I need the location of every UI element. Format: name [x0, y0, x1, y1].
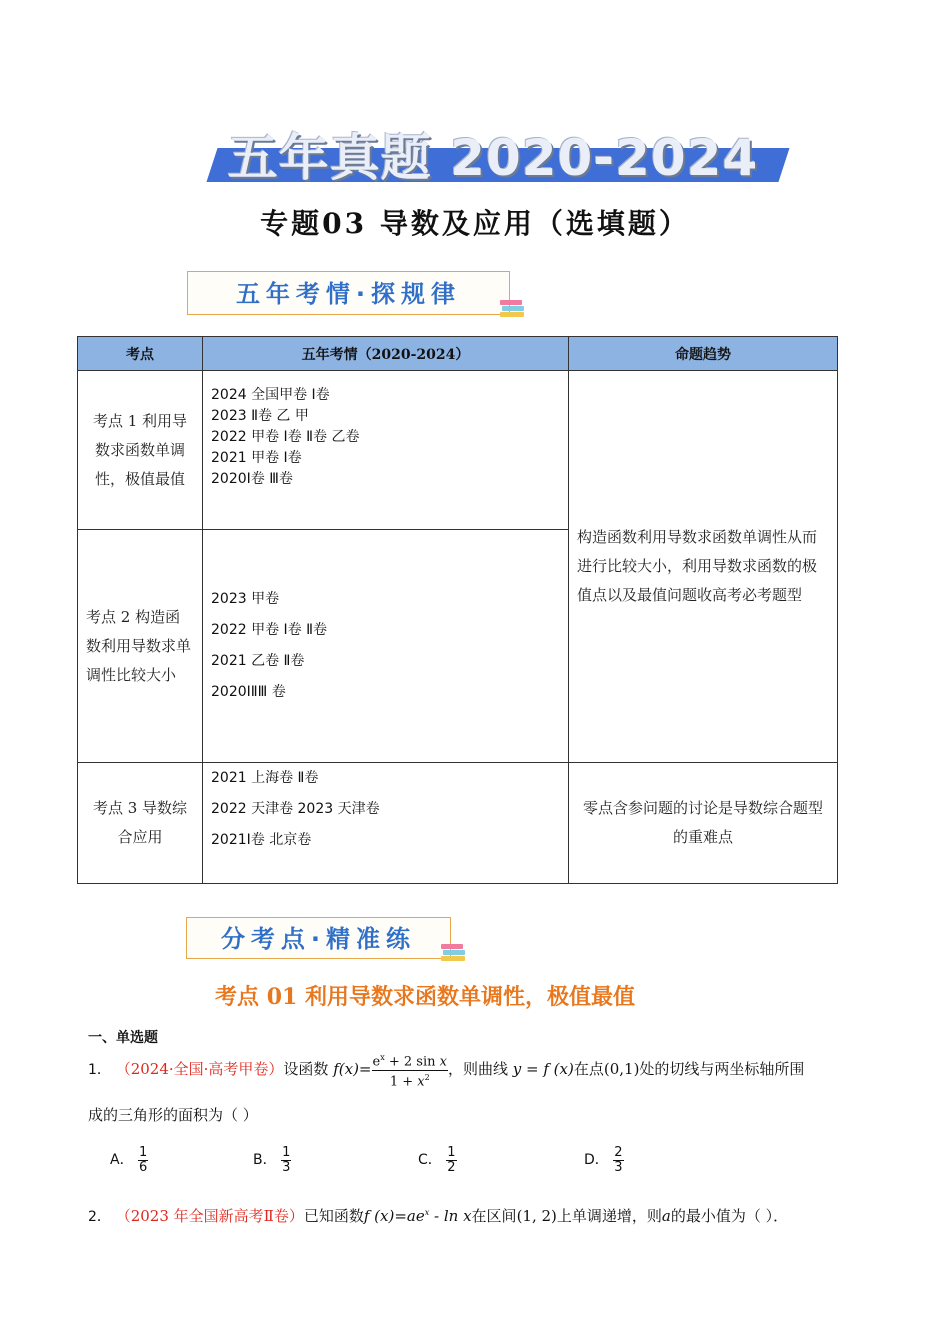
- section-tag-exam-analysis: 五年考情·探规律: [187, 271, 510, 315]
- question-source: （2024·全国·高考甲卷）: [115, 1060, 284, 1078]
- option-fraction: $\frac{2}{3}$: [614, 1144, 623, 1175]
- option-label: A．: [110, 1152, 134, 1168]
- option-label: C．: [418, 1152, 442, 1168]
- option-fraction: $\frac{1}{2}$: [447, 1144, 456, 1175]
- page-subtitle: 专题03 导数及应用（选填题）: [260, 207, 690, 240]
- table-row: [78, 763, 838, 884]
- year-line: 2022 天津卷 2023 天津卷: [211, 801, 380, 817]
- year-line: 2023 Ⅱ卷 乙 甲: [211, 408, 309, 424]
- topic-cell: 考点 2 构造函数利用导数求单调性比较大小: [78, 530, 203, 763]
- year-line: 2021 甲卷 Ⅰ卷: [211, 450, 302, 466]
- question-number: 1．: [88, 1062, 111, 1078]
- trend-cell: 构造函数利用导数求函数单调性从而进行比较大小，利用导数求函数的极值点以及最值问题收高考必考题型: [569, 371, 838, 763]
- question-text: 已知函数: [303, 1207, 364, 1225]
- year-line: 2021 上海卷 Ⅱ卷: [211, 770, 319, 786]
- year-line: 2020ⅠⅡⅢ 卷: [211, 684, 286, 700]
- year-line: 2023 甲卷: [211, 591, 280, 607]
- option-label: B．: [253, 1152, 277, 1168]
- years-cell: [203, 530, 569, 763]
- question-1-line2: 成的三角形的面积为（ ）: [88, 1106, 258, 1124]
- option-c[interactable]: [418, 1140, 457, 1180]
- question-number: 2．: [88, 1209, 111, 1225]
- formula-f: f $(x)=ae^x - \ln x$: [363, 1207, 472, 1225]
- formula-curve: y = f (x): [512, 1060, 574, 1078]
- header-trend: 命题趋势: [569, 337, 838, 371]
- formula-f: f(x)=: [333, 1060, 372, 1078]
- years-cell: [203, 763, 569, 884]
- formula-interval: (1, 2): [516, 1207, 557, 1225]
- banner-title: 五年真题 2020-2024: [227, 129, 759, 187]
- years-cell: [203, 371, 569, 530]
- title-banner: [198, 118, 788, 187]
- table-row: [78, 371, 838, 530]
- question-1: [88, 1046, 868, 1092]
- option-fraction: $\frac{1}{3}$: [282, 1144, 291, 1175]
- question-2: [88, 1198, 878, 1228]
- books-icon: [500, 300, 526, 322]
- question-text: 在区间: [471, 1207, 517, 1225]
- section-tag-practice: 分考点·精准练: [186, 917, 451, 959]
- question-source: （2023 年全国新高考Ⅱ卷）: [115, 1207, 304, 1225]
- exam-trend-table: [77, 336, 838, 884]
- option-a[interactable]: [110, 1140, 148, 1180]
- year-line: 2022 甲卷 Ⅰ卷 Ⅱ卷: [211, 622, 327, 638]
- header-years: 五年考情（2020-2024）: [203, 337, 569, 371]
- option-d[interactable]: [584, 1140, 624, 1180]
- question-text: 在点: [573, 1060, 604, 1078]
- topic-cell: 考点 1 利用导数求函数单调性，极值最值: [78, 371, 203, 530]
- question-text: ，则曲线: [447, 1060, 508, 1078]
- table-header-row: [78, 337, 838, 371]
- formula-point: (0,1): [603, 1060, 640, 1078]
- question-text: 的最小值为（ ）．: [670, 1207, 789, 1225]
- formula-fraction: $\frac{e^x + 2 \sin x}{1 + x^2}$: [372, 1053, 447, 1089]
- books-icon: [441, 944, 467, 966]
- section-title: 一、单选题: [88, 1030, 158, 1046]
- year-line: 2021 乙卷 Ⅱ卷: [211, 653, 305, 669]
- header-topic: 考点: [78, 337, 203, 371]
- option-label: D．: [584, 1152, 609, 1168]
- knowledge-point-title: 考点 01 利用导数求函数单调性，极值最值: [215, 984, 635, 1010]
- year-line: 2020Ⅰ卷 Ⅲ卷: [211, 471, 293, 487]
- year-line: 2024 全国甲卷 Ⅰ卷: [211, 387, 330, 403]
- trend-cell: 零点含参问题的讨论是导数综合题型的重难点: [569, 763, 838, 884]
- question-text: 上单调递增，则: [556, 1207, 662, 1225]
- option-fraction: $\frac{1}{6}$: [139, 1144, 148, 1175]
- year-line: 2021Ⅰ卷 北京卷: [211, 832, 312, 848]
- question-text: 处的切线与两坐标轴所围: [639, 1060, 805, 1078]
- option-b[interactable]: [253, 1140, 291, 1180]
- topic-cell: 考点 3 导数综合应用: [78, 763, 203, 884]
- variable-a: a: [661, 1207, 671, 1225]
- question-text: 设函数: [283, 1060, 329, 1078]
- year-line: 2022 甲卷 Ⅰ卷 Ⅱ卷 乙卷: [211, 429, 360, 445]
